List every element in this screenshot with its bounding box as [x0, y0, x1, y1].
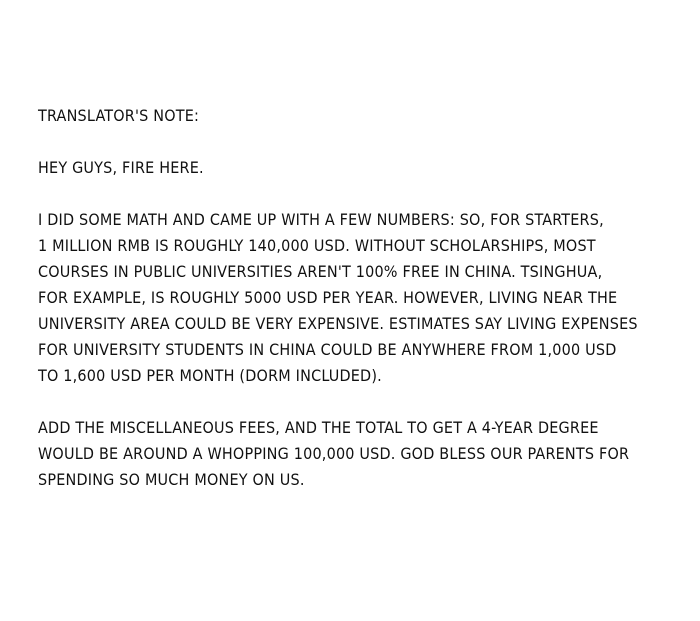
paragraph-line: SPENDING SO MUCH MONEY ON US.: [38, 470, 305, 489]
paragraph-line: TO 1,600 USD PER MONTH (DORM INCLUDED).: [38, 366, 382, 385]
paragraph-line: COURSES IN PUBLIC UNIVERSITIES AREN'T 100% FREE IN CHINA. TSINGHUA,: [38, 262, 603, 281]
note-paragraph-1: [38, 207, 678, 389]
note-heading: TRANSLATOR'S NOTE:: [38, 106, 200, 125]
paragraph-line: FOR UNIVERSITY STUDENTS IN CHINA COULD BE ANYWHERE FROM 1,000 USD: [38, 340, 617, 359]
paragraph-line: WOULD BE AROUND A WHOPPING 100,000 USD. GOD BLESS OUR PARENTS FOR: [38, 444, 630, 463]
note-paragraph-2: [38, 415, 678, 493]
paragraph-line: I DID SOME MATH AND CAME UP WITH A FEW NUMBERS: SO, FOR STARTERS,: [38, 210, 604, 229]
paragraph-line: 1 MILLION RMB IS ROUGHLY 140,000 USD. WITHOUT SCHOLARSHIPS, MOST: [38, 236, 596, 255]
note-greeting: HEY GUYS, FIRE HERE.: [38, 158, 204, 177]
paragraph-line: FOR EXAMPLE, IS ROUGHLY 5000 USD PER YEAR. HOWEVER, LIVING NEAR THE: [38, 288, 618, 307]
translator-note: [38, 103, 678, 493]
paragraph-line: UNIVERSITY AREA COULD BE VERY EXPENSIVE. ESTIMATES SAY LIVING EXPENSES: [38, 314, 638, 333]
spacer: [38, 181, 678, 207]
spacer: [38, 389, 678, 415]
spacer: [38, 129, 678, 155]
paragraph-line: ADD THE MISCELLANEOUS FEES, AND THE TOTAL TO GET A 4-YEAR DEGREE: [38, 418, 599, 437]
